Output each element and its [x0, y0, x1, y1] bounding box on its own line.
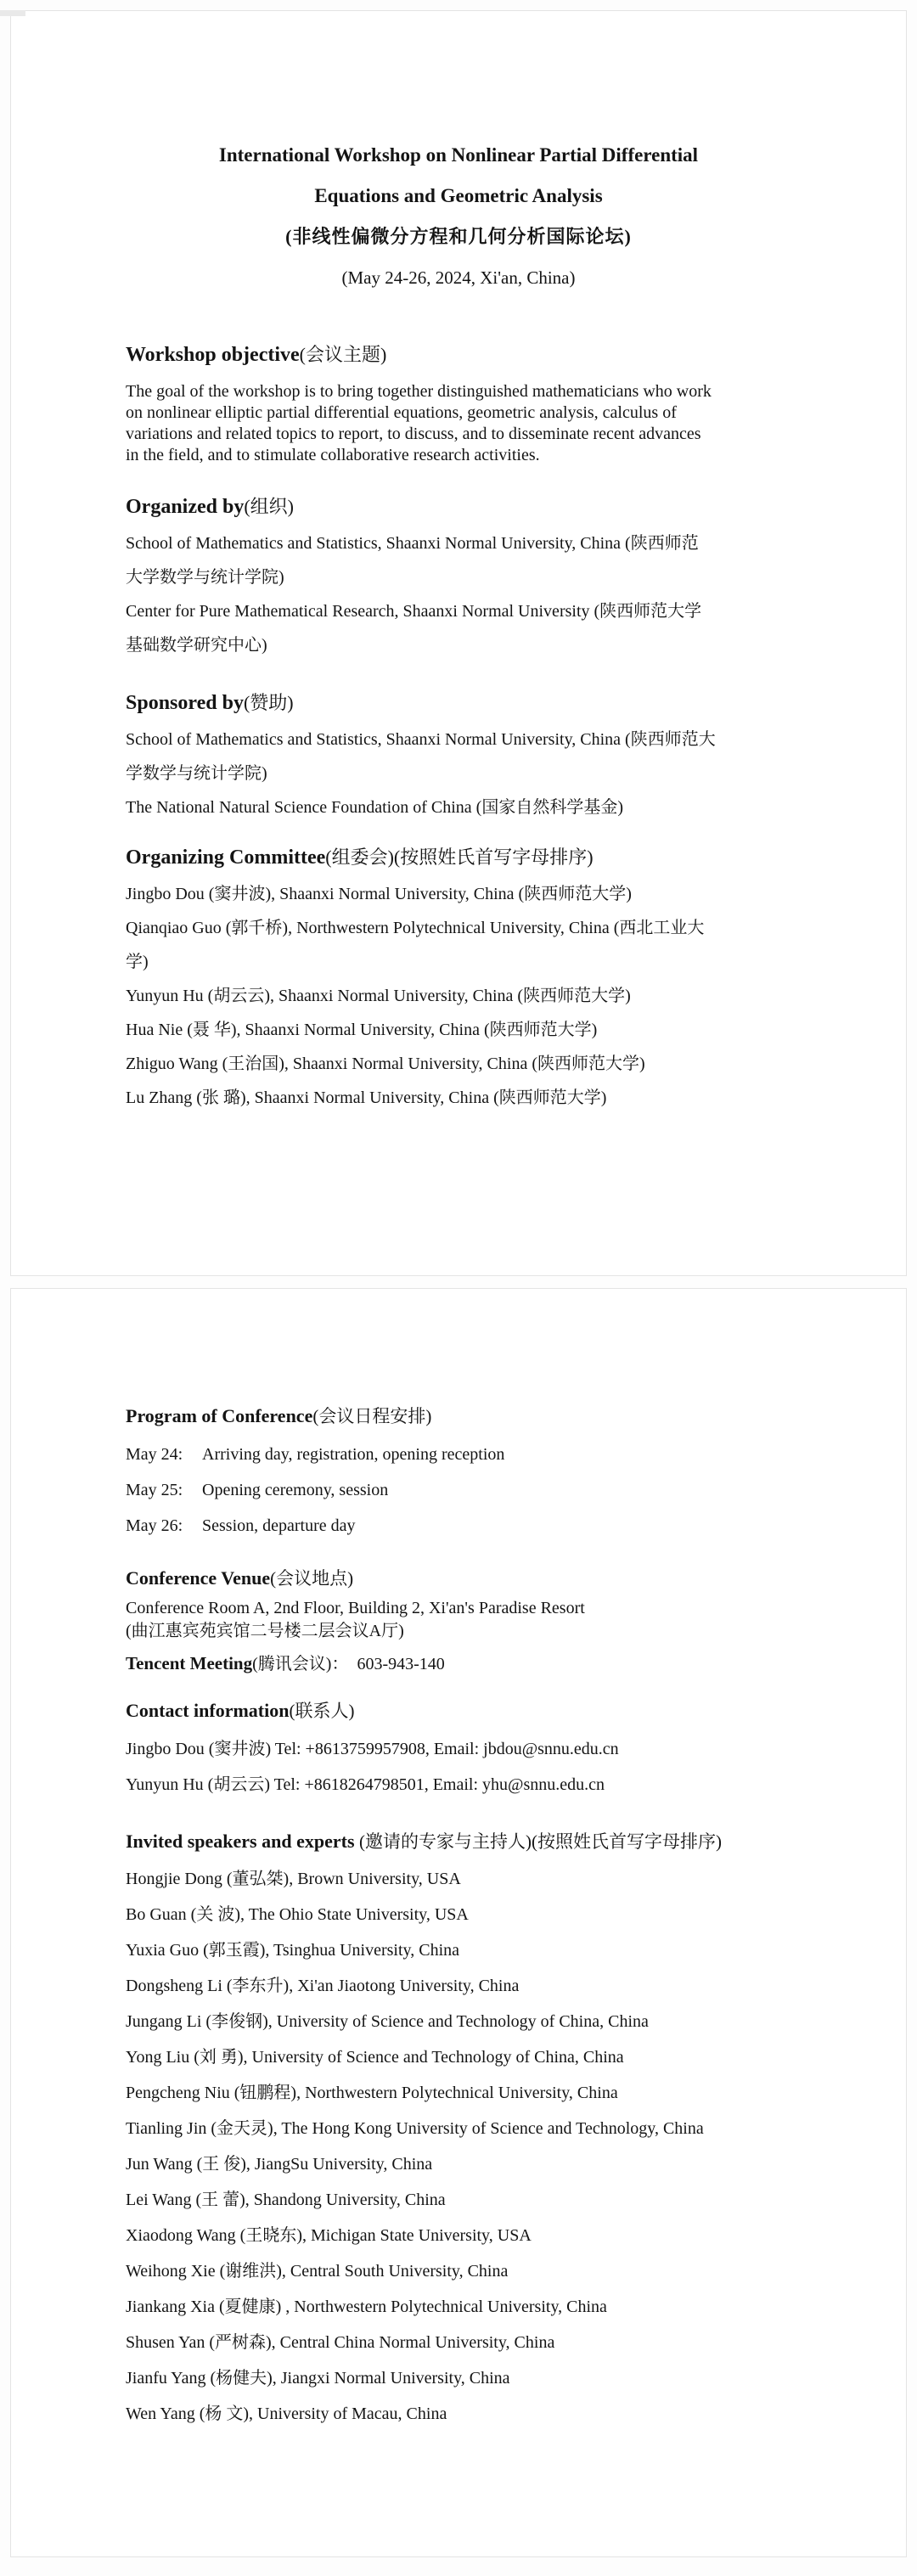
organizer-line: Center for Pure Mathematical Research, Shaanxi Normal University (陕西师范大学	[126, 602, 702, 621]
program-desc: Session, departure day	[202, 1516, 356, 1535]
speaker-line: Pengcheng Niu (钮鹏程), Northwestern Polytechnical University, China	[126, 2084, 618, 2102]
program-date: May 25:	[126, 1481, 183, 1499]
heading-workshop-objective	[126, 342, 791, 368]
doc-title-line-2: Equations and Geometric Analysis	[314, 185, 603, 206]
speaker-line: Shusen Yan (严树森), Central China Normal University, China	[126, 2333, 555, 2352]
speaker-line: Bo Guan (关 波), The Ohio State University, USA	[126, 1905, 469, 1924]
program-item	[126, 1472, 791, 1508]
heading-organizing-committee-en: Organizing Committee	[126, 846, 326, 869]
program-item	[126, 1508, 791, 1544]
committee-member-line: Zhiguo Wang (王治国), Shaanxi Normal University, China (陕西师范大学)	[126, 1055, 645, 1073]
heading-contact	[126, 1699, 791, 1723]
speaker-line: Dongsheng Li (李东升), Xi'an Jiaotong University, China	[126, 1977, 520, 1995]
contact-line: Yunyun Hu (胡云云) Tel: +8618264798501, Email: yhu@snnu.edu.cn	[126, 1775, 605, 1794]
objective-line: variations and related topics to report, to discuss, and to disseminate recent advances	[126, 425, 701, 443]
speaker-line: Lei Wang (王 蕾), Shandong University, China	[126, 2191, 446, 2209]
heading-venue-en: Conference Venue	[126, 1567, 271, 1589]
speaker-line: Xiaodong Wang (王晓东), Michigan State University, USA	[126, 2226, 532, 2245]
heading-organizing-committee	[126, 845, 791, 870]
program-desc: Opening ceremony, session	[202, 1481, 389, 1499]
venue-address-cn: (曲江惠宾苑宾馆二号楼二层会议A厅)	[126, 1622, 404, 1640]
heading-program-cn: (会议日程安排)	[312, 1406, 432, 1426]
committee-member-line: Yunyun Hu (胡云云), Shaanxi Normal University, China (陕西师范大学)	[126, 987, 631, 1005]
corner-artifact	[0, 10, 25, 16]
venue-block	[126, 1597, 791, 1676]
heading-venue-cn: (会议地点)	[270, 1568, 354, 1589]
heading-sponsored-by	[126, 690, 791, 716]
organizer-line: School of Mathematics and Statistics, Shaanxi Normal University, China (陕西师范	[126, 534, 699, 553]
heading-program-en: Program of Conference	[126, 1405, 313, 1426]
doc-title	[126, 135, 791, 298]
speaker-line: Yong Liu (刘 勇), University of Science and Technology of China, China	[126, 2048, 624, 2067]
heading-workshop-objective-en: Workshop objective	[126, 344, 300, 366]
venue-address-en: Conference Room A, 2nd Floor, Building 2, Xi'an's Paradise Resort	[126, 1599, 585, 1617]
heading-contact-en: Contact information	[126, 1700, 290, 1721]
speaker-line: Jun Wang (王 俊), JiangSu University, China	[126, 2155, 433, 2174]
organized-by-list	[126, 526, 791, 662]
program-item	[126, 1437, 791, 1472]
heading-organizing-committee-cn: (组委会)(按照姓氏首写字母排序)	[325, 846, 594, 868]
program-desc: Arriving day, registration, opening reception	[202, 1445, 505, 1464]
objective-line: in the field, and to stimulate collaborative research activities.	[126, 446, 540, 464]
sponsored-by-list	[126, 723, 791, 824]
committee-member-line: Lu Zhang (张 璐), Shaanxi Normal University, China (陕西师范大学)	[126, 1088, 607, 1107]
heading-invited-speakers-cn: (邀请的专家与主持人)(按照姓氏首写字母排序)	[359, 1831, 722, 1852]
speaker-list	[126, 1861, 791, 2432]
speaker-line: Jianfu Yang (杨健夫), Jiangxi Normal University, China	[126, 2369, 510, 2388]
heading-organized-by-cn: (组织)	[244, 496, 294, 517]
speaker-line: Jungang Li (李俊钢), University of Science and Technology of China, China	[126, 2012, 649, 2031]
sponsor-line: The National Natural Science Foundation of China (国家自然科学基金)	[126, 798, 623, 817]
page-2	[10, 1288, 907, 2557]
heading-invited-speakers-en: Invited speakers and experts	[126, 1831, 360, 1852]
tencent-meeting-label: Tencent Meeting	[126, 1653, 253, 1673]
doc-title-chinese: (非线性偏微分方程和几何分析国际论坛)	[285, 226, 632, 247]
contact-list	[126, 1731, 791, 1803]
organizer-line: 大学数学与统计学院)	[126, 568, 284, 587]
heading-organized-by	[126, 494, 791, 520]
heading-venue	[126, 1566, 791, 1590]
sponsor-line: School of Mathematics and Statistics, Shaanxi Normal University, China (陕西师范大	[126, 730, 716, 749]
tencent-meeting-line	[126, 1651, 791, 1676]
heading-contact-cn: (联系人)	[289, 1701, 355, 1721]
tencent-meeting-id: 603-943-140	[357, 1655, 445, 1673]
committee-member-line: Qianqiao Guo (郭千桥), Northwestern Polytechnical University, China (西北工业大	[126, 919, 705, 937]
heading-invited-speakers	[126, 1830, 791, 1853]
speaker-line: Hongjie Dong (董弘桀), Brown University, USA	[126, 1870, 461, 1888]
heading-program	[126, 1404, 791, 1428]
objective-line: The goal of the workshop is to bring together distinguished mathematicians who work	[126, 382, 712, 401]
organizer-line: 基础数学研究中心)	[126, 636, 267, 655]
contact-line: Jingbo Dou (窦井波) Tel: +8613759957908, Email: jbdou@snnu.edu.cn	[126, 1740, 619, 1758]
doc-title-line-1: International Workshop on Nonlinear Partial Differential	[218, 144, 699, 166]
objective-line: on nonlinear elliptic partial differential equations, geometric analysis, calculus of	[126, 403, 677, 422]
speaker-line: Weihong Xie (谢维洪), Central South University, China	[126, 2262, 509, 2281]
page-1	[10, 10, 907, 1276]
program-date: May 24:	[126, 1445, 183, 1464]
sponsor-line: 学数学与统计学院)	[126, 764, 267, 783]
tencent-meeting-label-cn: (腾讯会议)：	[252, 1655, 349, 1673]
heading-organized-by-en: Organized by	[126, 496, 245, 518]
program-date: May 26:	[126, 1516, 183, 1535]
doc-title-date: (May 24-26, 2024, Xi'an, China)	[341, 267, 576, 288]
program-list	[126, 1437, 791, 1544]
heading-sponsored-by-en: Sponsored by	[126, 692, 244, 714]
objective-paragraph	[126, 381, 791, 466]
document-viewer	[0, 10, 917, 2576]
speaker-line: Yuxia Guo (郭玉霞), Tsinghua University, China	[126, 1941, 460, 1960]
committee-member-line: Hua Nie (聂 华), Shaanxi Normal University, China (陕西师范大学)	[126, 1021, 598, 1039]
speaker-line: Wen Yang (杨 文), University of Macau, China	[126, 2404, 447, 2423]
committee-list	[126, 877, 791, 1115]
speaker-line: Jiankang Xia (夏健康) , Northwestern Polytechnical University, China	[126, 2298, 607, 2316]
heading-workshop-objective-cn: (会议主题)	[299, 344, 387, 365]
committee-member-line: 学)	[126, 953, 149, 971]
committee-member-line: Jingbo Dou (窦井波), Shaanxi Normal University, China (陕西师范大学)	[126, 885, 632, 903]
heading-sponsored-by-cn: (赞助)	[243, 692, 294, 713]
speaker-line: Tianling Jin (金天灵), The Hong Kong University of Science and Technology, China	[126, 2119, 704, 2138]
